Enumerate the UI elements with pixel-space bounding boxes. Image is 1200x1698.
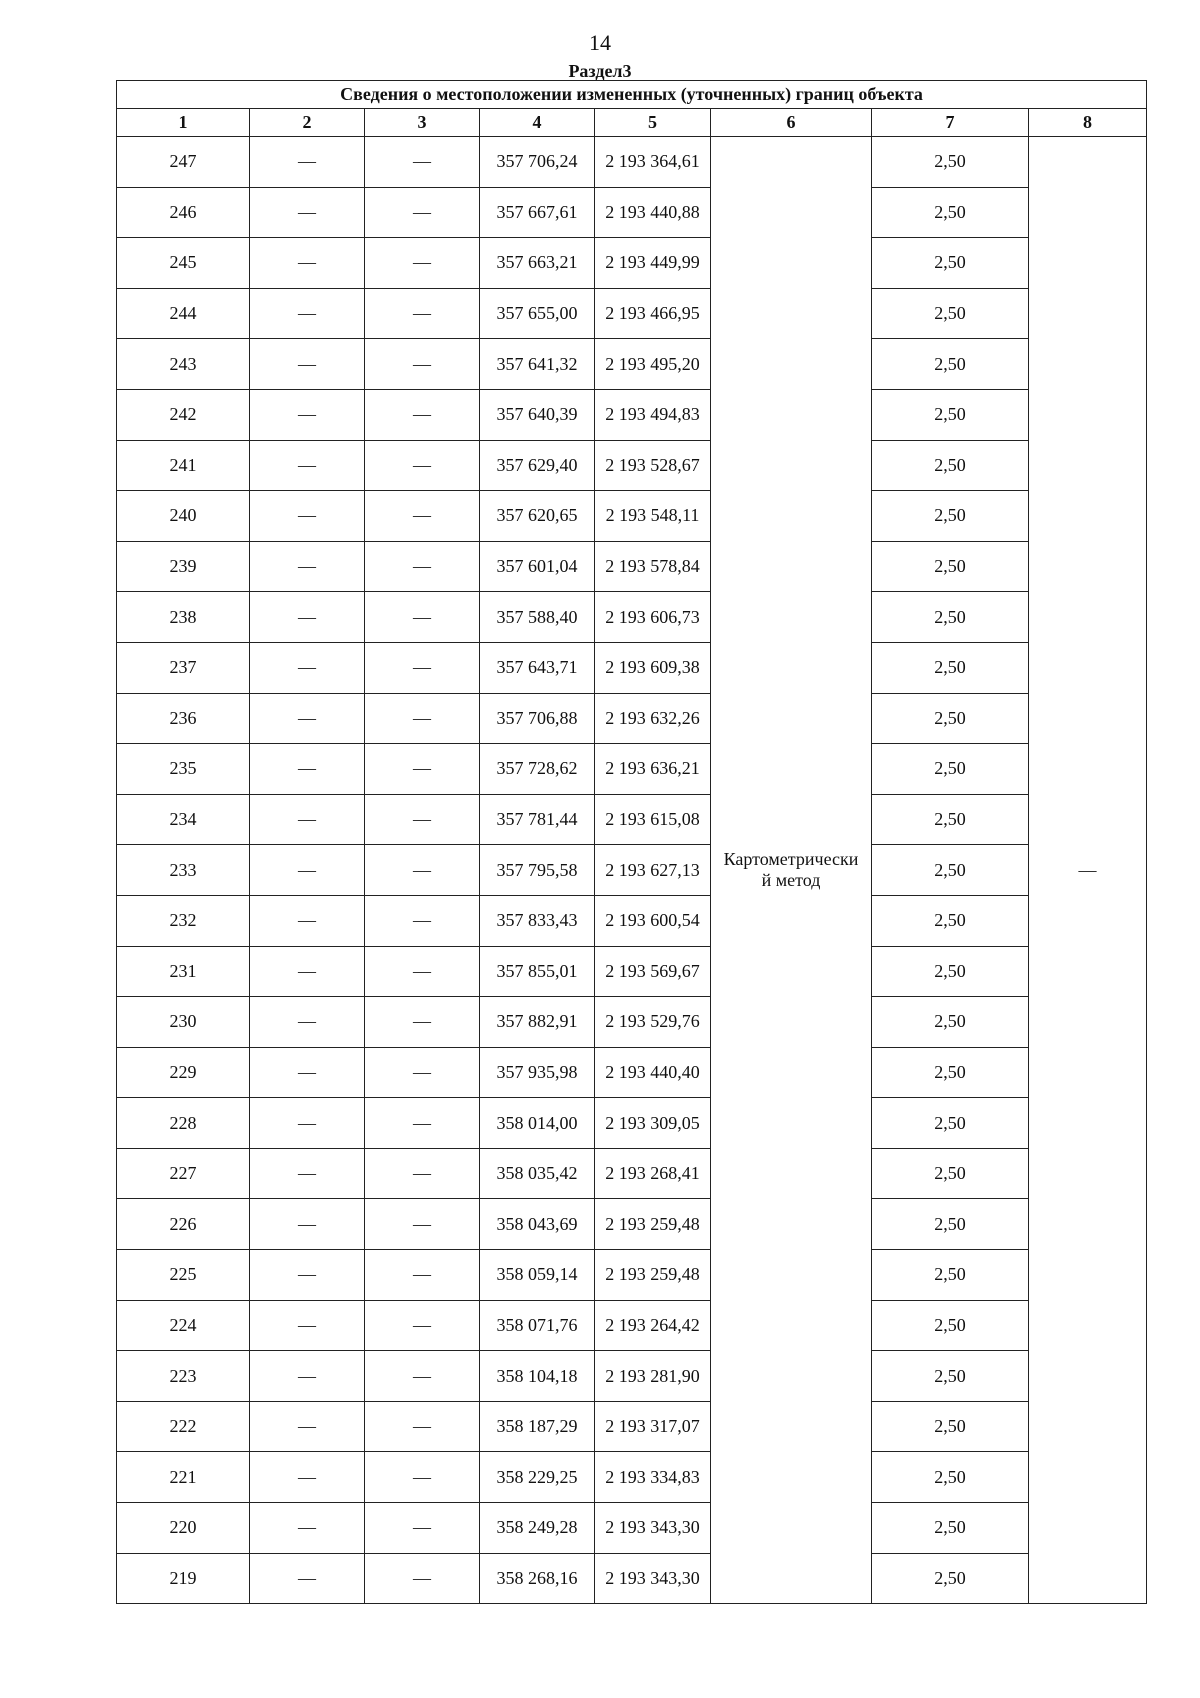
point-number-cell: 221 xyxy=(117,1452,250,1503)
table-row xyxy=(117,1199,1147,1250)
column-3-cell: — xyxy=(365,1503,480,1554)
x-coordinate-cell: 358 268,16 xyxy=(480,1553,595,1604)
accuracy-cell: 2,50 xyxy=(872,997,1029,1048)
y-coordinate-cell: 2 193 343,30 xyxy=(595,1503,711,1554)
column-3-cell: — xyxy=(365,794,480,845)
column-3-cell: — xyxy=(365,1199,480,1250)
x-coordinate-cell: 357 663,21 xyxy=(480,238,595,289)
y-coordinate-cell: 2 193 334,83 xyxy=(595,1452,711,1503)
point-number-cell: 236 xyxy=(117,693,250,744)
method-text-line-2: й метод xyxy=(761,870,821,891)
accuracy-cell: 2,50 xyxy=(872,1503,1029,1554)
x-coordinate-cell: 357 629,40 xyxy=(480,440,595,491)
x-coordinate-cell: 357 620,65 xyxy=(480,491,595,542)
column-2-cell: — xyxy=(250,845,365,896)
y-coordinate-cell: 2 193 264,42 xyxy=(595,1300,711,1351)
x-coordinate-cell: 358 104,18 xyxy=(480,1351,595,1402)
column-3-cell: — xyxy=(365,1047,480,1098)
point-number-cell: 223 xyxy=(117,1351,250,1402)
accuracy-cell: 2,50 xyxy=(872,1351,1029,1402)
y-coordinate-cell: 2 193 364,61 xyxy=(595,137,711,188)
column-8-cell: — xyxy=(1029,137,1147,1604)
x-coordinate-cell: 357 795,58 xyxy=(480,845,595,896)
column-2-cell: — xyxy=(250,1351,365,1402)
y-coordinate-cell: 2 193 529,76 xyxy=(595,997,711,1048)
accuracy-cell: 2,50 xyxy=(872,895,1029,946)
y-coordinate-cell: 2 193 600,54 xyxy=(595,895,711,946)
point-number-cell: 239 xyxy=(117,541,250,592)
page-number: 14 xyxy=(589,30,611,55)
column-2-cell: — xyxy=(250,541,365,592)
point-number-cell: 231 xyxy=(117,946,250,997)
x-coordinate-cell: 357 833,43 xyxy=(480,895,595,946)
accuracy-cell: 2,50 xyxy=(872,187,1029,238)
table-row xyxy=(117,187,1147,238)
column-2-cell: — xyxy=(250,339,365,390)
point-number-cell: 226 xyxy=(117,1199,250,1250)
column-3-cell: — xyxy=(365,895,480,946)
accuracy-cell: 2,50 xyxy=(872,1553,1029,1604)
x-coordinate-cell: 357 882,91 xyxy=(480,997,595,1048)
accuracy-cell: 2,50 xyxy=(872,1452,1029,1503)
table-row xyxy=(117,642,1147,693)
accuracy-cell: 2,50 xyxy=(872,1047,1029,1098)
point-number-cell: 237 xyxy=(117,642,250,693)
point-number-cell: 240 xyxy=(117,491,250,542)
accuracy-cell: 2,50 xyxy=(872,1401,1029,1452)
column-3-cell: — xyxy=(365,744,480,795)
column-2-cell: — xyxy=(250,187,365,238)
y-coordinate-cell: 2 193 548,11 xyxy=(595,491,711,542)
table-row xyxy=(117,592,1147,643)
table-caption: Сведения о местоположении измененных (уточненных) границ объекта xyxy=(117,81,1147,109)
column-3-cell: — xyxy=(365,693,480,744)
column-2-cell: — xyxy=(250,1199,365,1250)
table-body xyxy=(117,137,1147,1604)
y-coordinate-cell: 2 193 259,48 xyxy=(595,1250,711,1301)
accuracy-cell: 2,50 xyxy=(872,946,1029,997)
column-3-cell: — xyxy=(365,592,480,643)
y-coordinate-cell: 2 193 578,84 xyxy=(595,541,711,592)
column-2-cell: — xyxy=(250,1503,365,1554)
column-3-cell: — xyxy=(365,1098,480,1149)
accuracy-cell: 2,50 xyxy=(872,389,1029,440)
method-cell xyxy=(711,137,872,1604)
coordinates-table xyxy=(116,80,1147,1604)
x-coordinate-cell: 357 667,61 xyxy=(480,187,595,238)
x-coordinate-cell: 357 640,39 xyxy=(480,389,595,440)
column-number: 2 xyxy=(250,109,365,137)
point-number-cell: 229 xyxy=(117,1047,250,1098)
column-2-cell: — xyxy=(250,440,365,491)
point-number-cell: 227 xyxy=(117,1148,250,1199)
accuracy-cell: 2,50 xyxy=(872,541,1029,592)
column-2-cell: — xyxy=(250,1401,365,1452)
x-coordinate-cell: 357 655,00 xyxy=(480,288,595,339)
table-row xyxy=(117,1401,1147,1452)
accuracy-cell: 2,50 xyxy=(872,137,1029,188)
accuracy-cell: 2,50 xyxy=(872,1098,1029,1149)
column-3-cell: — xyxy=(365,238,480,289)
point-number-cell: 238 xyxy=(117,592,250,643)
y-coordinate-cell: 2 193 528,67 xyxy=(595,440,711,491)
table-row xyxy=(117,693,1147,744)
y-coordinate-cell: 2 193 268,41 xyxy=(595,1148,711,1199)
y-coordinate-cell: 2 193 495,20 xyxy=(595,339,711,390)
column-3-cell: — xyxy=(365,187,480,238)
y-coordinate-cell: 2 193 449,99 xyxy=(595,238,711,289)
table-row xyxy=(117,137,1147,188)
y-coordinate-cell: 2 193 627,13 xyxy=(595,845,711,896)
point-number-cell: 232 xyxy=(117,895,250,946)
table-row xyxy=(117,1148,1147,1199)
column-2-cell: — xyxy=(250,693,365,744)
column-number: 8 xyxy=(1029,109,1147,137)
column-2-cell: — xyxy=(250,592,365,643)
point-number-cell: 233 xyxy=(117,845,250,896)
table-row xyxy=(117,238,1147,289)
column-3-cell: — xyxy=(365,1401,480,1452)
accuracy-cell: 2,50 xyxy=(872,1300,1029,1351)
point-number-cell: 245 xyxy=(117,238,250,289)
table-row xyxy=(117,288,1147,339)
y-coordinate-cell: 2 193 494,83 xyxy=(595,389,711,440)
y-coordinate-cell: 2 193 309,05 xyxy=(595,1098,711,1149)
column-2-cell: — xyxy=(250,1148,365,1199)
point-number-cell: 230 xyxy=(117,997,250,1048)
point-number-cell: 222 xyxy=(117,1401,250,1452)
accuracy-cell: 2,50 xyxy=(872,744,1029,795)
column-2-cell: — xyxy=(250,288,365,339)
column-2-cell: — xyxy=(250,1553,365,1604)
table-row xyxy=(117,491,1147,542)
column-number-row xyxy=(117,109,1147,137)
x-coordinate-cell: 357 855,01 xyxy=(480,946,595,997)
accuracy-cell: 2,50 xyxy=(872,339,1029,390)
x-coordinate-cell: 357 643,71 xyxy=(480,642,595,693)
method-text-line-1: Картометрически xyxy=(723,849,859,870)
column-number: 3 xyxy=(365,109,480,137)
table-row xyxy=(117,845,1147,896)
y-coordinate-cell: 2 193 615,08 xyxy=(595,794,711,845)
point-number-cell: 235 xyxy=(117,744,250,795)
y-coordinate-cell: 2 193 343,30 xyxy=(595,1553,711,1604)
accuracy-cell: 2,50 xyxy=(872,642,1029,693)
point-number-cell: 244 xyxy=(117,288,250,339)
table-row xyxy=(117,1047,1147,1098)
column-number: 6 xyxy=(711,109,872,137)
accuracy-cell: 2,50 xyxy=(872,845,1029,896)
column-2-cell: — xyxy=(250,137,365,188)
column-3-cell: — xyxy=(365,997,480,1048)
column-number: 1 xyxy=(117,109,250,137)
accuracy-cell: 2,50 xyxy=(872,592,1029,643)
column-3-cell: — xyxy=(365,389,480,440)
x-coordinate-cell: 358 229,25 xyxy=(480,1452,595,1503)
table-row xyxy=(117,339,1147,390)
table-row xyxy=(117,1300,1147,1351)
y-coordinate-cell: 2 193 636,21 xyxy=(595,744,711,795)
point-number-cell: 243 xyxy=(117,339,250,390)
column-number: 5 xyxy=(595,109,711,137)
table-row xyxy=(117,440,1147,491)
x-coordinate-cell: 357 641,32 xyxy=(480,339,595,390)
accuracy-cell: 2,50 xyxy=(872,288,1029,339)
column-3-cell: — xyxy=(365,845,480,896)
x-coordinate-cell: 358 014,00 xyxy=(480,1098,595,1149)
point-number-cell: 219 xyxy=(117,1553,250,1604)
accuracy-cell: 2,50 xyxy=(872,1199,1029,1250)
point-number-cell: 225 xyxy=(117,1250,250,1301)
point-number-cell: 242 xyxy=(117,389,250,440)
column-2-cell: — xyxy=(250,895,365,946)
x-coordinate-cell: 357 706,88 xyxy=(480,693,595,744)
column-3-cell: — xyxy=(365,1553,480,1604)
column-2-cell: — xyxy=(250,491,365,542)
table-row xyxy=(117,997,1147,1048)
y-coordinate-cell: 2 193 281,90 xyxy=(595,1351,711,1402)
column-2-cell: — xyxy=(250,1250,365,1301)
column-2-cell: — xyxy=(250,1300,365,1351)
table-row xyxy=(117,1098,1147,1149)
point-number-cell: 220 xyxy=(117,1503,250,1554)
column-3-cell: — xyxy=(365,946,480,997)
column-3-cell: — xyxy=(365,1452,480,1503)
column-2-cell: — xyxy=(250,997,365,1048)
y-coordinate-cell: 2 193 609,38 xyxy=(595,642,711,693)
column-2-cell: — xyxy=(250,1047,365,1098)
column-3-cell: — xyxy=(365,1300,480,1351)
y-coordinate-cell: 2 193 466,95 xyxy=(595,288,711,339)
accuracy-cell: 2,50 xyxy=(872,693,1029,744)
column-2-cell: — xyxy=(250,238,365,289)
table-row xyxy=(117,744,1147,795)
table-row xyxy=(117,794,1147,845)
section-title: Раздел3 xyxy=(568,61,632,81)
accuracy-cell: 2,50 xyxy=(872,1250,1029,1301)
table-row xyxy=(117,1250,1147,1301)
table-row xyxy=(117,1553,1147,1604)
x-coordinate-cell: 358 249,28 xyxy=(480,1503,595,1554)
x-coordinate-cell: 358 043,69 xyxy=(480,1199,595,1250)
y-coordinate-cell: 2 193 440,40 xyxy=(595,1047,711,1098)
x-coordinate-cell: 358 035,42 xyxy=(480,1148,595,1199)
column-2-cell: — xyxy=(250,1098,365,1149)
column-3-cell: — xyxy=(365,1351,480,1402)
column-3-cell: — xyxy=(365,541,480,592)
column-3-cell: — xyxy=(365,288,480,339)
y-coordinate-cell: 2 193 606,73 xyxy=(595,592,711,643)
column-2-cell: — xyxy=(250,642,365,693)
y-coordinate-cell: 2 193 569,67 xyxy=(595,946,711,997)
accuracy-cell: 2,50 xyxy=(872,1148,1029,1199)
y-coordinate-cell: 2 193 317,07 xyxy=(595,1401,711,1452)
point-number-cell: 247 xyxy=(117,137,250,188)
point-number-cell: 228 xyxy=(117,1098,250,1149)
x-coordinate-cell: 358 071,76 xyxy=(480,1300,595,1351)
x-coordinate-cell: 357 935,98 xyxy=(480,1047,595,1098)
table-row xyxy=(117,389,1147,440)
y-coordinate-cell: 2 193 632,26 xyxy=(595,693,711,744)
column-2-cell: — xyxy=(250,744,365,795)
x-coordinate-cell: 357 728,62 xyxy=(480,744,595,795)
x-coordinate-cell: 357 781,44 xyxy=(480,794,595,845)
table-row xyxy=(117,1503,1147,1554)
table-row xyxy=(117,1452,1147,1503)
point-number-cell: 241 xyxy=(117,440,250,491)
column-3-cell: — xyxy=(365,642,480,693)
accuracy-cell: 2,50 xyxy=(872,440,1029,491)
table-row xyxy=(117,541,1147,592)
column-3-cell: — xyxy=(365,1148,480,1199)
column-3-cell: — xyxy=(365,137,480,188)
column-number: 7 xyxy=(872,109,1029,137)
column-3-cell: — xyxy=(365,1250,480,1301)
x-coordinate-cell: 358 187,29 xyxy=(480,1401,595,1452)
accuracy-cell: 2,50 xyxy=(872,491,1029,542)
x-coordinate-cell: 357 588,40 xyxy=(480,592,595,643)
x-coordinate-cell: 357 601,04 xyxy=(480,541,595,592)
table-row xyxy=(117,895,1147,946)
column-3-cell: — xyxy=(365,440,480,491)
x-coordinate-cell: 358 059,14 xyxy=(480,1250,595,1301)
column-2-cell: — xyxy=(250,794,365,845)
column-2-cell: — xyxy=(250,389,365,440)
column-3-cell: — xyxy=(365,339,480,390)
accuracy-cell: 2,50 xyxy=(872,794,1029,845)
point-number-cell: 224 xyxy=(117,1300,250,1351)
point-number-cell: 246 xyxy=(117,187,250,238)
column-2-cell: — xyxy=(250,1452,365,1503)
x-coordinate-cell: 357 706,24 xyxy=(480,137,595,188)
column-number: 4 xyxy=(480,109,595,137)
column-2-cell: — xyxy=(250,946,365,997)
accuracy-cell: 2,50 xyxy=(872,238,1029,289)
y-coordinate-cell: 2 193 259,48 xyxy=(595,1199,711,1250)
y-coordinate-cell: 2 193 440,88 xyxy=(595,187,711,238)
column-3-cell: — xyxy=(365,491,480,542)
table-row xyxy=(117,1351,1147,1402)
table-row xyxy=(117,946,1147,997)
point-number-cell: 234 xyxy=(117,794,250,845)
